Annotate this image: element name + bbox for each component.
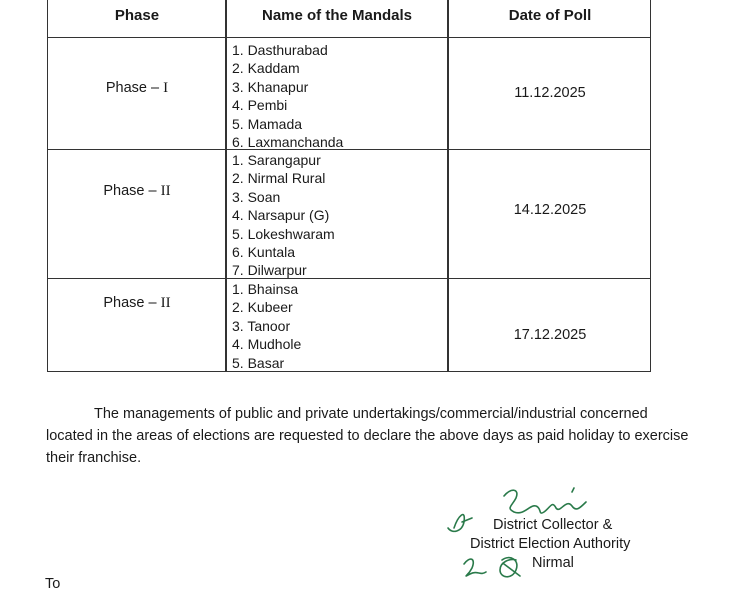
poll-date: 11.12.2025 — [514, 85, 586, 101]
addressee-label: To — [45, 576, 61, 592]
header-phase: Phase — [114, 7, 160, 24]
election-phase-table — [47, 0, 651, 372]
list-item: 3. Tanoor — [232, 317, 291, 334]
list-item: 3. Khanapur — [232, 78, 309, 95]
list-item: 2. Nirmal Rural — [232, 170, 326, 187]
list-item: 5. Mamada — [232, 115, 303, 132]
handwritten-signature — [440, 478, 613, 590]
list-item: 7. Dilwarpur — [232, 262, 307, 279]
list-item: 6. Kuntala — [232, 244, 296, 261]
list-item: 1. Dasthurabad — [232, 42, 328, 58]
phase-cell — [48, 295, 226, 312]
phase-label: Phase – — [103, 183, 161, 199]
table-row — [48, 279, 650, 372]
list-item: 1. Sarangapur — [232, 152, 321, 168]
list-item: 4. Mudhole — [232, 336, 302, 353]
phase-label: Phase – — [105, 80, 164, 96]
signature-designation: District Collector & — [493, 517, 613, 533]
table-row — [48, 150, 650, 279]
phase-number: II — [160, 183, 171, 199]
header-mandals: Name of the Mandals — [261, 7, 413, 24]
mandal-list — [232, 41, 343, 151]
list-item: 2. Kaddam — [232, 60, 300, 77]
list-item: 3. Soan — [232, 188, 281, 205]
signature-authority: District Election Authority — [470, 536, 631, 552]
mandal-list — [232, 151, 335, 280]
list-item: 5. Basar — [232, 354, 285, 371]
poll-date: 17.12.2025 — [513, 327, 587, 343]
mandal-list — [232, 280, 301, 372]
list-item: 4. Narsapur (G) — [232, 207, 330, 224]
phase-cell — [48, 183, 226, 200]
phase-number: II — [160, 295, 171, 311]
table-row — [48, 38, 650, 150]
header-date: Date of Poll — [508, 7, 592, 24]
holiday-notice-paragraph — [46, 403, 696, 469]
list-item: 6. Laxmanchanda — [232, 134, 344, 151]
phase-cell — [48, 80, 226, 97]
phase-label: Phase – — [103, 295, 161, 311]
signature-location: Nirmal — [532, 555, 574, 571]
list-item: 2. Kubeer — [232, 299, 293, 316]
list-item: 1. Bhainsa — [232, 281, 299, 297]
table-header-row — [48, 0, 650, 38]
poll-date: 14.12.2025 — [513, 202, 587, 218]
list-item: 5. Lokeshwaram — [232, 225, 335, 242]
list-item: 4. Pembi — [232, 97, 288, 114]
paragraph-text: The managements of public and private undertakings/commercial/industrial concerned located in the areas of elections are requested to declare the above days as paid holiday to exercise their franchise. — [46, 406, 689, 466]
phase-number: I — [163, 80, 169, 96]
